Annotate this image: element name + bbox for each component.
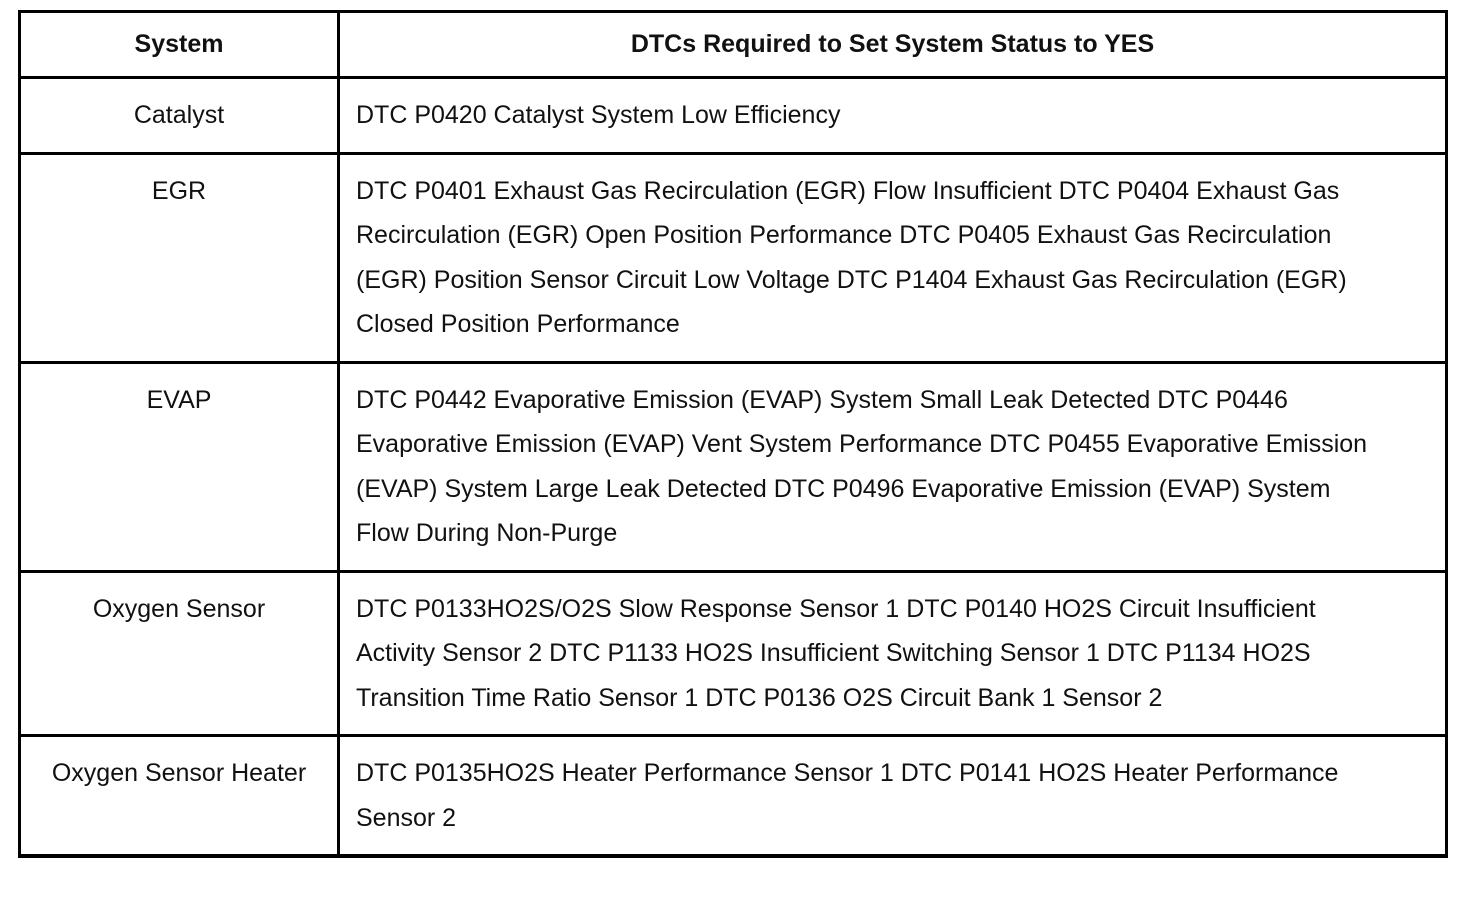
dtc-list-cell: DTC P0135HO2S Heater Performance Sensor 1 DTC P0141 HO2S Heater Performance Sensor 2 [339,736,1447,857]
dtc-list-cell: DTC P0442 Evaporative Emission (EVAP) System Small Leak Detected DTC P0446 Evaporative Emission (EVAP) Vent System Performance DTC P0455 Evaporative Emission (EVAP) System Large Leak Detected DTC P0496 Evaporative Emission (EVAP) System Flow During Non-Purge [339,362,1447,571]
system-cell: EGR [20,153,339,362]
table-row [20,362,1447,571]
dtc-list-cell: DTC P0420 Catalyst System Low Efficiency [339,78,1447,154]
dtc-system-status-table [18,10,1448,858]
table-row [20,78,1447,154]
system-cell: EVAP [20,362,339,571]
table-row [20,571,1447,736]
system-cell: Oxygen Sensor [20,571,339,736]
system-cell: Oxygen Sensor Heater [20,736,339,857]
system-cell: Catalyst [20,78,339,154]
table-header-row [20,12,1447,78]
dtc-list-cell: DTC P0401 Exhaust Gas Recirculation (EGR) Flow Insufficient DTC P0404 Exhaust Gas Recirculation (EGR) Open Position Performance DTC P0405 Exhaust Gas Recirculation (EGR) Position Sensor Circuit Low Voltage DTC P1404 Exhaust Gas Recirculation (EGR) Closed Position Performance [339,153,1447,362]
header-system: System [20,12,339,78]
table-row [20,736,1447,857]
dtc-list-cell: DTC P0133HO2S/O2S Slow Response Sensor 1 DTC P0140 HO2S Circuit Insufficient Activity Sensor 2 DTC P1133 HO2S Insufficient Switching Sensor 1 DTC P1134 HO2S Transition Time Ratio Sensor 1 DTC P0136 O2S Circuit Bank 1 Sensor 2 [339,571,1447,736]
table-row [20,153,1447,362]
header-dtcs: DTCs Required to Set System Status to YES [339,12,1447,78]
